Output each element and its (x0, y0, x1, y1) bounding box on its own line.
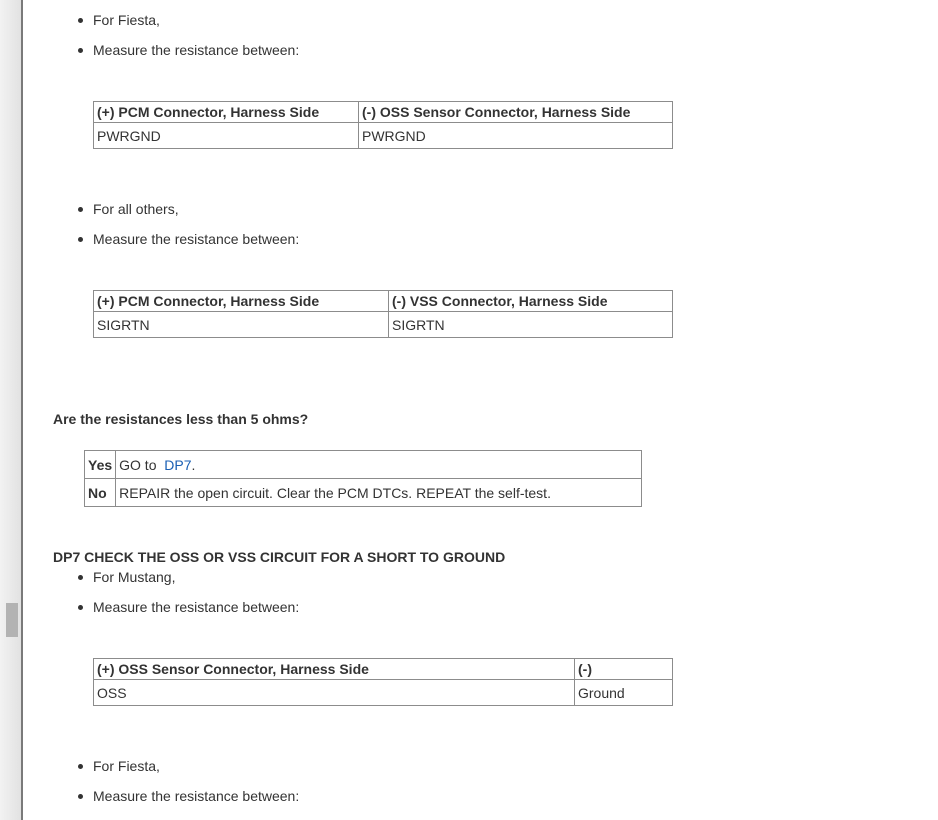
table-header-cell: (+) OSS Sensor Connector, Harness Side (94, 659, 575, 680)
table-cell: SIGRTN (389, 312, 673, 338)
question-heading: Are the resistances less than 5 ohms? (53, 411, 309, 427)
table-cell: Ground (575, 680, 673, 706)
table-row (85, 479, 642, 507)
dp7-link[interactable]: DP7 (164, 456, 192, 473)
dp7-heading: DP7 CHECK THE OSS OR VSS CIRCUIT FOR A SHORT TO GROUND (53, 549, 506, 565)
scrollbar-thumb[interactable] (6, 603, 18, 637)
list-item: For Fiesta, (78, 10, 299, 40)
resistance-table-sigrtn (93, 290, 673, 338)
answer-no-text: REPAIR the open circuit. Clear the PCM DTCs. REPEAT the self-test. (116, 479, 642, 507)
list-item: For Mustang, (78, 567, 299, 597)
table-header-cell: (+) PCM Connector, Harness Side (94, 102, 359, 123)
table-cell: PWRGND (359, 123, 673, 149)
bullet-list-fiesta (78, 10, 299, 70)
table-header-row (94, 291, 673, 312)
table-row (94, 123, 673, 149)
table-cell: SIGRTN (94, 312, 389, 338)
answer-yes-cell (116, 451, 642, 479)
resistance-table-pwrgnd (93, 101, 673, 149)
bullet-list-fiesta-2 (78, 756, 299, 816)
list-item: Measure the resistance between: (78, 597, 299, 627)
list-item: For all others, (78, 199, 299, 229)
answer-no-label: No (85, 479, 116, 507)
bullet-list-all-others (78, 199, 299, 259)
table-header-cell: (-) OSS Sensor Connector, Harness Side (359, 102, 673, 123)
table-row (85, 451, 642, 479)
list-item: Measure the resistance between: (78, 786, 299, 816)
table-row (94, 680, 673, 706)
table-header-row (94, 102, 673, 123)
table-header-row (94, 659, 673, 680)
document-content (23, 0, 938, 820)
bullet-list-mustang (78, 567, 299, 627)
table-header-cell: (-) (575, 659, 673, 680)
answer-yes-text: GO to (119, 456, 157, 473)
answer-table (84, 450, 642, 507)
answer-yes-label: Yes (85, 451, 116, 479)
list-item: Measure the resistance between: (78, 40, 299, 70)
resistance-table-oss-ground (93, 658, 673, 706)
left-scroll-gutter (0, 0, 23, 820)
list-item: For Fiesta, (78, 756, 299, 786)
answer-yes-suffix: . (191, 456, 196, 473)
table-row (94, 312, 673, 338)
table-header-cell: (+) PCM Connector, Harness Side (94, 291, 389, 312)
table-cell: PWRGND (94, 123, 359, 149)
table-cell: OSS (94, 680, 575, 706)
table-header-cell: (-) VSS Connector, Harness Side (389, 291, 673, 312)
list-item: Measure the resistance between: (78, 229, 299, 259)
